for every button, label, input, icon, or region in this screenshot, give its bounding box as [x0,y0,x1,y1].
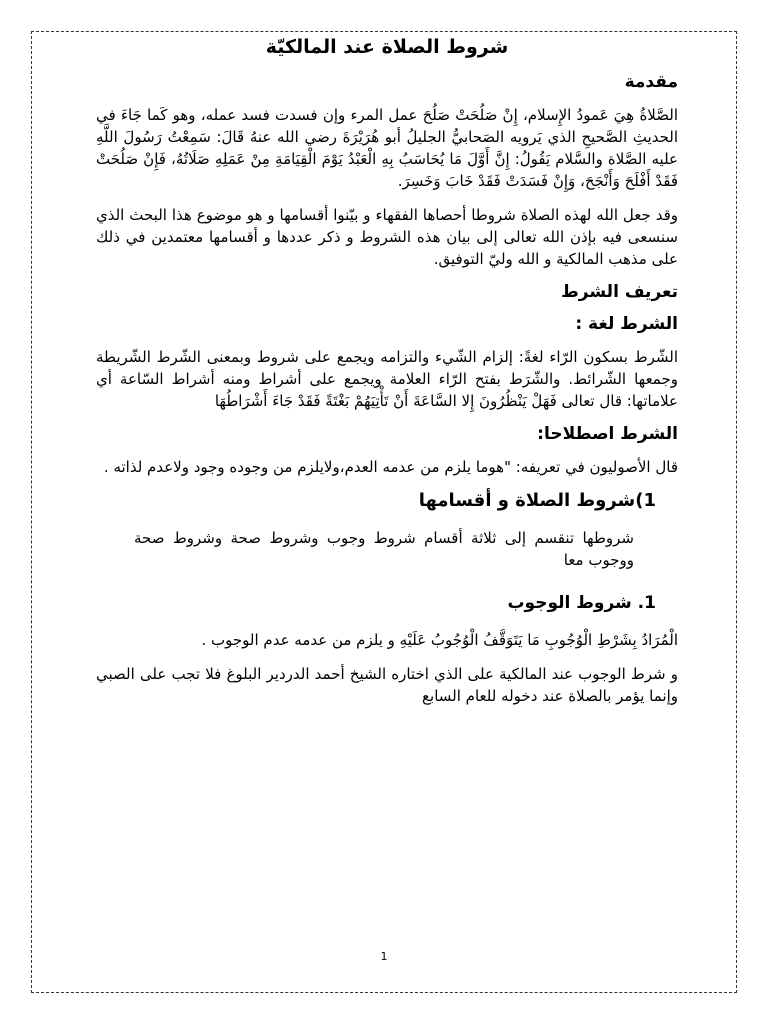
linguistic-paragraph: الشّرط بسكون الرّاء لغةً: إلزام الشّيء والتزامه ويجمع على شروط وبمعنى الشّرط الشّريطة وجمعها الشّرائط. والشّرَط بفتح الرّاء العلامة ويجمع على أشراط ومنه أشراط السّاعة أي علاماتها: قال تعالى فَهَلْ يَنْظُرُونَ إِلا السَّاعَةَ أَنْ تَأْتِيَهُمْ بَغْتَةً فَقَدْ جَاءَ أَشْرَاطُهَا [96,348,678,410]
section-1-paragraph: شروطها تنقسم إلى ثلاثة أقسام شروط وجوب وشروط صحة وشروط صحة ووجوب معا [134,529,634,569]
intro-heading: مقدمة [624,72,678,92]
subsection-1-heading: 1. شروط الوجوب [507,593,656,613]
section-1-heading: 1)شروط الصلاة و أقسامها [418,490,656,511]
definition-heading: تعريف الشرط [561,282,678,302]
terminology-heading: الشرط اصطلاحا: [537,424,678,444]
document-body [96,36,678,719]
document-title: شروط الصلاة عند المالكيّة [265,36,509,58]
linguistic-heading: الشرط لغة : [575,314,678,334]
terminology-paragraph: قال الأصوليون في تعريفه: "هوما يلزم من عدمه العدم،ولايلزم من وجوده وجود ولاعدم لذاته . [103,458,678,476]
page-number: 1 [380,950,388,963]
subsection-1-paragraph-1: الْمُرَادُ بِشَرْطِ الْوُجُوبِ مَا يَتَوَقَّفُ الْوُجُوبُ عَلَيْهِ و يلزم من عدمه عدم الوجوب . [201,631,678,649]
subsection-1-paragraph-2: و شرط الوجوب عند المالكية على الذي اختاره الشيخ أحمد الدردير البلوغ فلا تجب على الصبي وإنما يؤمر بالصلاة عند دخوله للعام السابع [96,665,678,705]
intro-paragraph-1: الصَّلاةُ هِيَ عَمودُ الإِسلام، إِنْ صَلُحَتْ صَلُحَ عمل المرء وإن فسدت فسد عمله، وهو كَما جَاءَ في الحديثِ الصَّحيحِ الذي يَرويه الصَحابيُّ الجليلُ أبو هُرَيْرَةَ رضي الله عنهُ قَالَ: سَمِعْتُ رَسُولَ اللَّهِ عليه الصَّلاة والسَّلام يَقُولُ: إِنَّ أَوَّلَ مَا يُحَاسَبُ بِهِ الْعَبْدُ يَوْمَ الْقِيَامَةِ مِنْ عَمَلِهِ صَلَاتُهُ، فَإِنْ صَلُحَتْ فَقَدْ أَفْلَحَ وَأَنْجَحَ، وَإِنْ فَسَدَتْ فَقَدْ خَابَ وَخَسِرَ. [96,106,678,190]
intro-paragraph-2: وقد جعل الله لهذه الصلاة شروطا أحصاها الفقهاء و بيّنوا أقسامها و هو موضوع هذا البحث الذي سنسعى فيه بإذن الله تعالى إلى بيان هذه الشروط و ذكر عددها و أقسامها معتمدين في ذلك على مذهب المالكية و الله وليّ التوفيق. [96,206,678,268]
